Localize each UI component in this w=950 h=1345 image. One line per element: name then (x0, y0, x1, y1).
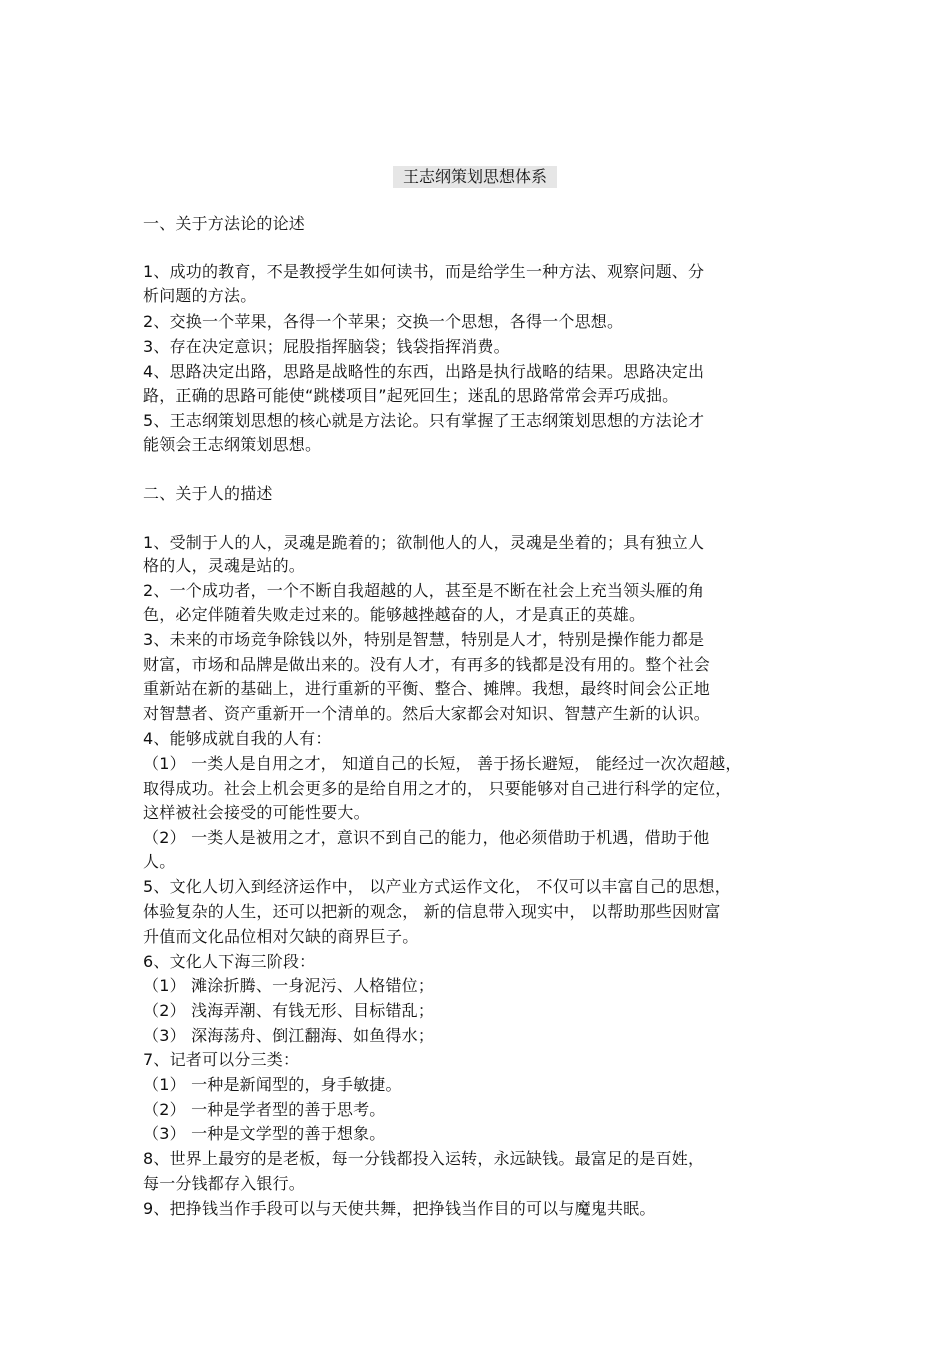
text-line: 5、王志纲策划思想的核心就是方法论。只有掌握了王志纲策划思想的方法论才 (143, 411, 705, 430)
title-wrap (0, 166, 950, 188)
text-line: 格的人，灵魂是站的。 (143, 556, 306, 575)
text-line: 4、能够成就自我的人有： (143, 729, 332, 748)
text-line: 9、把挣钱当作手段可以与天使共舞，把挣钱当作目的可以与魔鬼共眠。 (143, 1199, 656, 1218)
text-line: 8、世界上最穷的是老板，每一分钱都投入运转，永远缺钱。最富足的是百姓， (143, 1149, 705, 1168)
text-line: 色，必定伴随着失败走过来的。能够越挫越奋的人，才是真正的英雄。 (143, 605, 646, 624)
text-line: 每一分钱都存入银行。 (143, 1174, 306, 1193)
text-line: 取得成功。社会上机会更多的是给自用之才的， 只要能够对自己进行科学的定位， (143, 779, 732, 798)
document-title: 王志纲策划思想体系 (393, 166, 557, 188)
text-line: 4、思路决定出路，思路是战略性的东西，出路是执行战略的结果。思路决定出 (143, 362, 705, 381)
text-line: 析问题的方法。 (143, 286, 257, 305)
text-line: （1） 一种是新闻型的，身手敏捷。 (143, 1075, 402, 1094)
text-line: 2、一个成功者，一个不断自我超越的人，甚至是不断在社会上充当领头雁的角 (143, 581, 705, 600)
text-line: （2） 一类人是被用之才，意识不到自己的能力，他必须借助于机遇，借助于他 (143, 828, 710, 847)
text-line: 2、交换一个苹果，各得一个苹果；交换一个思想，各得一个思想。 (143, 312, 624, 331)
text-line: 7、记者可以分三类： (143, 1050, 300, 1069)
text-line: 重新站在新的基础上，进行重新的平衡、整合、摊牌。我想，最终时间会公正地 (143, 679, 711, 698)
text-line: （2） 一种是学者型的善于思考。 (143, 1100, 386, 1119)
text-line: 3、未来的市场竞争除钱以外，特别是智慧，特别是人才，特别是操作能力都是 (143, 630, 705, 649)
section-heading: 一、关于方法论的论述 (143, 214, 306, 233)
text-line: 体验复杂的人生，还可以把新的观念， 新的信息带入现实中， 以帮助那些因财富 (143, 902, 721, 921)
text-line: 对智慧者、资产重新开一个清单的。然后大家都会对知识、智慧产生新的认识。 (143, 704, 711, 723)
text-line: 能领会王志纲策划思想。 (143, 435, 322, 454)
section-heading: 二、关于人的描述 (143, 484, 273, 503)
text-line: （3） 深海荡舟、倒江翻海、如鱼得水； (143, 1026, 435, 1045)
text-line: 3、存在决定意识；屁股指挥脑袋；钱袋指挥消费。 (143, 337, 510, 356)
text-line: 升值而文化品位相对欠缺的商界巨子。 (143, 927, 419, 946)
text-line: 6、文化人下海三阶段： (143, 952, 316, 971)
text-line: 财富，市场和品牌是做出来的。没有人才，有再多的钱都是没有用的。整个社会 (143, 655, 711, 674)
text-line: 这样被社会接受的可能性要大。 (143, 803, 370, 822)
text-line: 人。 (143, 852, 176, 871)
text-line: （2） 浅海弄潮、有钱无形、目标错乱； (143, 1001, 435, 1020)
text-line: 路，正确的思路可能使“跳楼项目”起死回生；迷乱的思路常常会弄巧成拙。 (143, 386, 679, 405)
text-line: 1、成功的教育，不是教授学生如何读书，而是给学生一种方法、观察问题、分 (143, 262, 705, 281)
text-line: 1、受制于人的人，灵魂是跪着的；欲制他人的人，灵魂是坐着的；具有独立人 (143, 533, 705, 552)
text-line: 5、文化人切入到经济运作中， 以产业方式运作文化， 不仅可以丰富自己的思想， (143, 877, 731, 896)
text-line: （1） 滩涂折腾、一身泥污、人格错位； (143, 976, 435, 995)
text-line: （3） 一种是文学型的善于想象。 (143, 1124, 386, 1143)
text-line: （1） 一类人是自用之才， 知道自己的长短， 善于扬长避短， 能经过一次次超越， (143, 754, 742, 773)
